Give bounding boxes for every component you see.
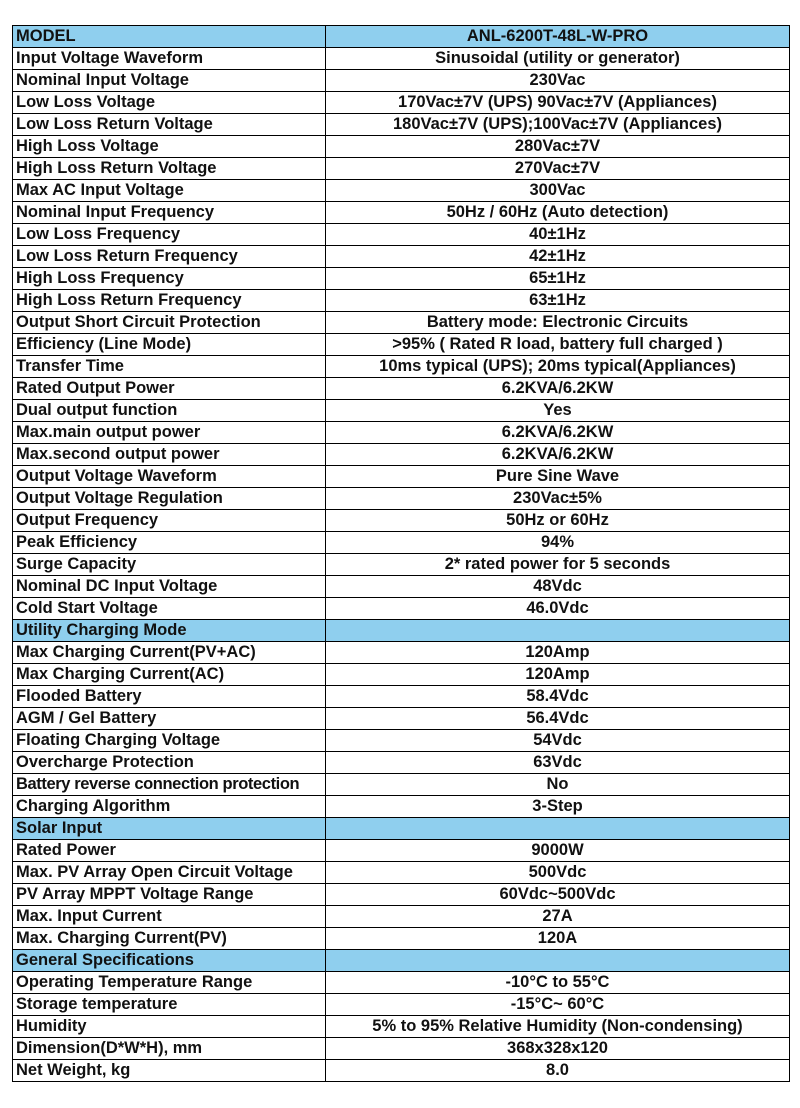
spec-label: AGM / Gel Battery xyxy=(13,708,326,730)
spec-label: Cold Start Voltage xyxy=(13,598,326,620)
spec-row xyxy=(13,554,790,576)
spec-row xyxy=(13,400,790,422)
section-empty-cell xyxy=(326,818,790,840)
spec-label: Operating Temperature Range xyxy=(13,972,326,994)
spec-row xyxy=(13,576,790,598)
spec-label: Charging Algorithm xyxy=(13,796,326,818)
spec-row xyxy=(13,994,790,1016)
spec-row xyxy=(13,972,790,994)
spec-label: Net Weight, kg xyxy=(13,1060,326,1082)
spec-value: 280Vac±7V xyxy=(326,136,790,158)
spec-label: Low Loss Return Voltage xyxy=(13,114,326,136)
spec-value: -10°C to 55°C xyxy=(326,972,790,994)
spec-label: Peak Efficiency xyxy=(13,532,326,554)
spec-value: 120A xyxy=(326,928,790,950)
spec-row xyxy=(13,510,790,532)
spec-value: 230Vac xyxy=(326,70,790,92)
spec-value: 56.4Vdc xyxy=(326,708,790,730)
spec-value: Battery mode: Electronic Circuits xyxy=(326,312,790,334)
spec-label: High Loss Frequency xyxy=(13,268,326,290)
spec-row xyxy=(13,1016,790,1038)
section-header-row xyxy=(13,620,790,642)
spec-label: High Loss Voltage xyxy=(13,136,326,158)
spec-row xyxy=(13,774,790,796)
spec-value: 8.0 xyxy=(326,1060,790,1082)
spec-label: Dual output function xyxy=(13,400,326,422)
spec-label: Max AC Input Voltage xyxy=(13,180,326,202)
spec-value: 3-Step xyxy=(326,796,790,818)
spec-row xyxy=(13,334,790,356)
spec-label: High Loss Return Voltage xyxy=(13,158,326,180)
spec-row xyxy=(13,202,790,224)
spec-value: -15°C~ 60°C xyxy=(326,994,790,1016)
spec-label: Surge Capacity xyxy=(13,554,326,576)
spec-value: 2* rated power for 5 seconds xyxy=(326,554,790,576)
spec-row xyxy=(13,114,790,136)
spec-label: Overcharge Protection xyxy=(13,752,326,774)
spec-row xyxy=(13,136,790,158)
spec-row xyxy=(13,48,790,70)
spec-label: Low Loss Frequency xyxy=(13,224,326,246)
spec-table xyxy=(12,25,790,1082)
section-header-row xyxy=(13,818,790,840)
spec-row xyxy=(13,224,790,246)
spec-label: Nominal Input Voltage xyxy=(13,70,326,92)
spec-table-body xyxy=(13,26,790,1082)
spec-value: 270Vac±7V xyxy=(326,158,790,180)
spec-row xyxy=(13,840,790,862)
spec-value: 65±1Hz xyxy=(326,268,790,290)
spec-value: No xyxy=(326,774,790,796)
spec-row xyxy=(13,466,790,488)
spec-row xyxy=(13,268,790,290)
spec-label: Transfer Time xyxy=(13,356,326,378)
spec-label: Humidity xyxy=(13,1016,326,1038)
section-header-row xyxy=(13,950,790,972)
spec-row xyxy=(13,422,790,444)
spec-label: Rated Output Power xyxy=(13,378,326,400)
spec-value: 27A xyxy=(326,906,790,928)
spec-label: Rated Power xyxy=(13,840,326,862)
spec-row xyxy=(13,312,790,334)
spec-label: Output Voltage Waveform xyxy=(13,466,326,488)
spec-label: Max.main output power xyxy=(13,422,326,444)
spec-label: Output Frequency xyxy=(13,510,326,532)
spec-value: 42±1Hz xyxy=(326,246,790,268)
spec-row xyxy=(13,158,790,180)
spec-value: 6.2KVA/6.2KW xyxy=(326,378,790,400)
section-title: General Specifications xyxy=(13,950,326,972)
spec-value: 50Hz / 60Hz (Auto detection) xyxy=(326,202,790,224)
spec-label: Max. Charging Current(PV) xyxy=(13,928,326,950)
spec-row xyxy=(13,290,790,312)
spec-value: 46.0Vdc xyxy=(326,598,790,620)
spec-label: Floating Charging Voltage xyxy=(13,730,326,752)
spec-row xyxy=(13,92,790,114)
spec-value: Yes xyxy=(326,400,790,422)
spec-row xyxy=(13,796,790,818)
spec-value: 300Vac xyxy=(326,180,790,202)
spec-value: Sinusoidal (utility or generator) xyxy=(326,48,790,70)
spec-row xyxy=(13,906,790,928)
spec-row xyxy=(13,70,790,92)
spec-value: 180Vac±7V (UPS);100Vac±7V (Appliances) xyxy=(326,114,790,136)
spec-label: Flooded Battery xyxy=(13,686,326,708)
spec-row xyxy=(13,378,790,400)
spec-value: 500Vdc xyxy=(326,862,790,884)
spec-row xyxy=(13,598,790,620)
spec-value: 50Hz or 60Hz xyxy=(326,510,790,532)
spec-value: 63±1Hz xyxy=(326,290,790,312)
spec-value: 120Amp xyxy=(326,642,790,664)
spec-label: High Loss Return Frequency xyxy=(13,290,326,312)
spec-row xyxy=(13,180,790,202)
spec-row xyxy=(13,1060,790,1082)
spec-label: Nominal Input Frequency xyxy=(13,202,326,224)
spec-label: Output Voltage Regulation xyxy=(13,488,326,510)
spec-label: PV Array MPPT Voltage Range xyxy=(13,884,326,906)
spec-value: 48Vdc xyxy=(326,576,790,598)
spec-label: Low Loss Return Frequency xyxy=(13,246,326,268)
spec-value: 230Vac±5% xyxy=(326,488,790,510)
spec-row xyxy=(13,884,790,906)
spec-label: Low Loss Voltage xyxy=(13,92,326,114)
spec-row xyxy=(13,664,790,686)
spec-row xyxy=(13,642,790,664)
spec-label: Output Short Circuit Protection xyxy=(13,312,326,334)
spec-label: Nominal DC Input Voltage xyxy=(13,576,326,598)
spec-value: 170Vac±7V (UPS) 90Vac±7V (Appliances) xyxy=(326,92,790,114)
spec-row xyxy=(13,1038,790,1060)
spec-row xyxy=(13,488,790,510)
spec-value: 40±1Hz xyxy=(326,224,790,246)
spec-value: >95% ( Rated R load, battery full charged ) xyxy=(326,334,790,356)
spec-value: 58.4Vdc xyxy=(326,686,790,708)
spec-label: Storage temperature xyxy=(13,994,326,1016)
section-empty-cell xyxy=(326,620,790,642)
model-number: ANL-6200T-48L-W-PRO xyxy=(326,26,790,48)
spec-label: Battery reverse connection protection xyxy=(13,774,326,796)
spec-value: 9000W xyxy=(326,840,790,862)
spec-label: Max.second output power xyxy=(13,444,326,466)
model-label: MODEL xyxy=(13,26,326,48)
spec-label: Input Voltage Waveform xyxy=(13,48,326,70)
spec-row xyxy=(13,752,790,774)
section-title: Solar Input xyxy=(13,818,326,840)
spec-label: Efficiency (Line Mode) xyxy=(13,334,326,356)
spec-value: 63Vdc xyxy=(326,752,790,774)
spec-value: 5% to 95% Relative Humidity (Non-condensing) xyxy=(326,1016,790,1038)
spec-value: 10ms typical (UPS); 20ms typical(Appliances) xyxy=(326,356,790,378)
spec-row xyxy=(13,928,790,950)
spec-value: 6.2KVA/6.2KW xyxy=(326,422,790,444)
spec-row xyxy=(13,532,790,554)
spec-row xyxy=(13,444,790,466)
spec-label: Max. Input Current xyxy=(13,906,326,928)
spec-row xyxy=(13,730,790,752)
spec-label: Dimension(D*W*H), mm xyxy=(13,1038,326,1060)
spec-value: 54Vdc xyxy=(326,730,790,752)
spec-row xyxy=(13,356,790,378)
model-header-row xyxy=(13,26,790,48)
spec-value: 94% xyxy=(326,532,790,554)
spec-value: 368x328x120 xyxy=(326,1038,790,1060)
spec-label: Max Charging Current(PV+AC) xyxy=(13,642,326,664)
spec-value: 120Amp xyxy=(326,664,790,686)
section-title: Utility Charging Mode xyxy=(13,620,326,642)
spec-row xyxy=(13,686,790,708)
spec-label: Max. PV Array Open Circuit Voltage xyxy=(13,862,326,884)
spec-value: Pure Sine Wave xyxy=(326,466,790,488)
spec-value: 60Vdc~500Vdc xyxy=(326,884,790,906)
section-empty-cell xyxy=(326,950,790,972)
spec-label: Max Charging Current(AC) xyxy=(13,664,326,686)
spec-row xyxy=(13,862,790,884)
spec-value: 6.2KVA/6.2KW xyxy=(326,444,790,466)
spec-row xyxy=(13,708,790,730)
spec-row xyxy=(13,246,790,268)
